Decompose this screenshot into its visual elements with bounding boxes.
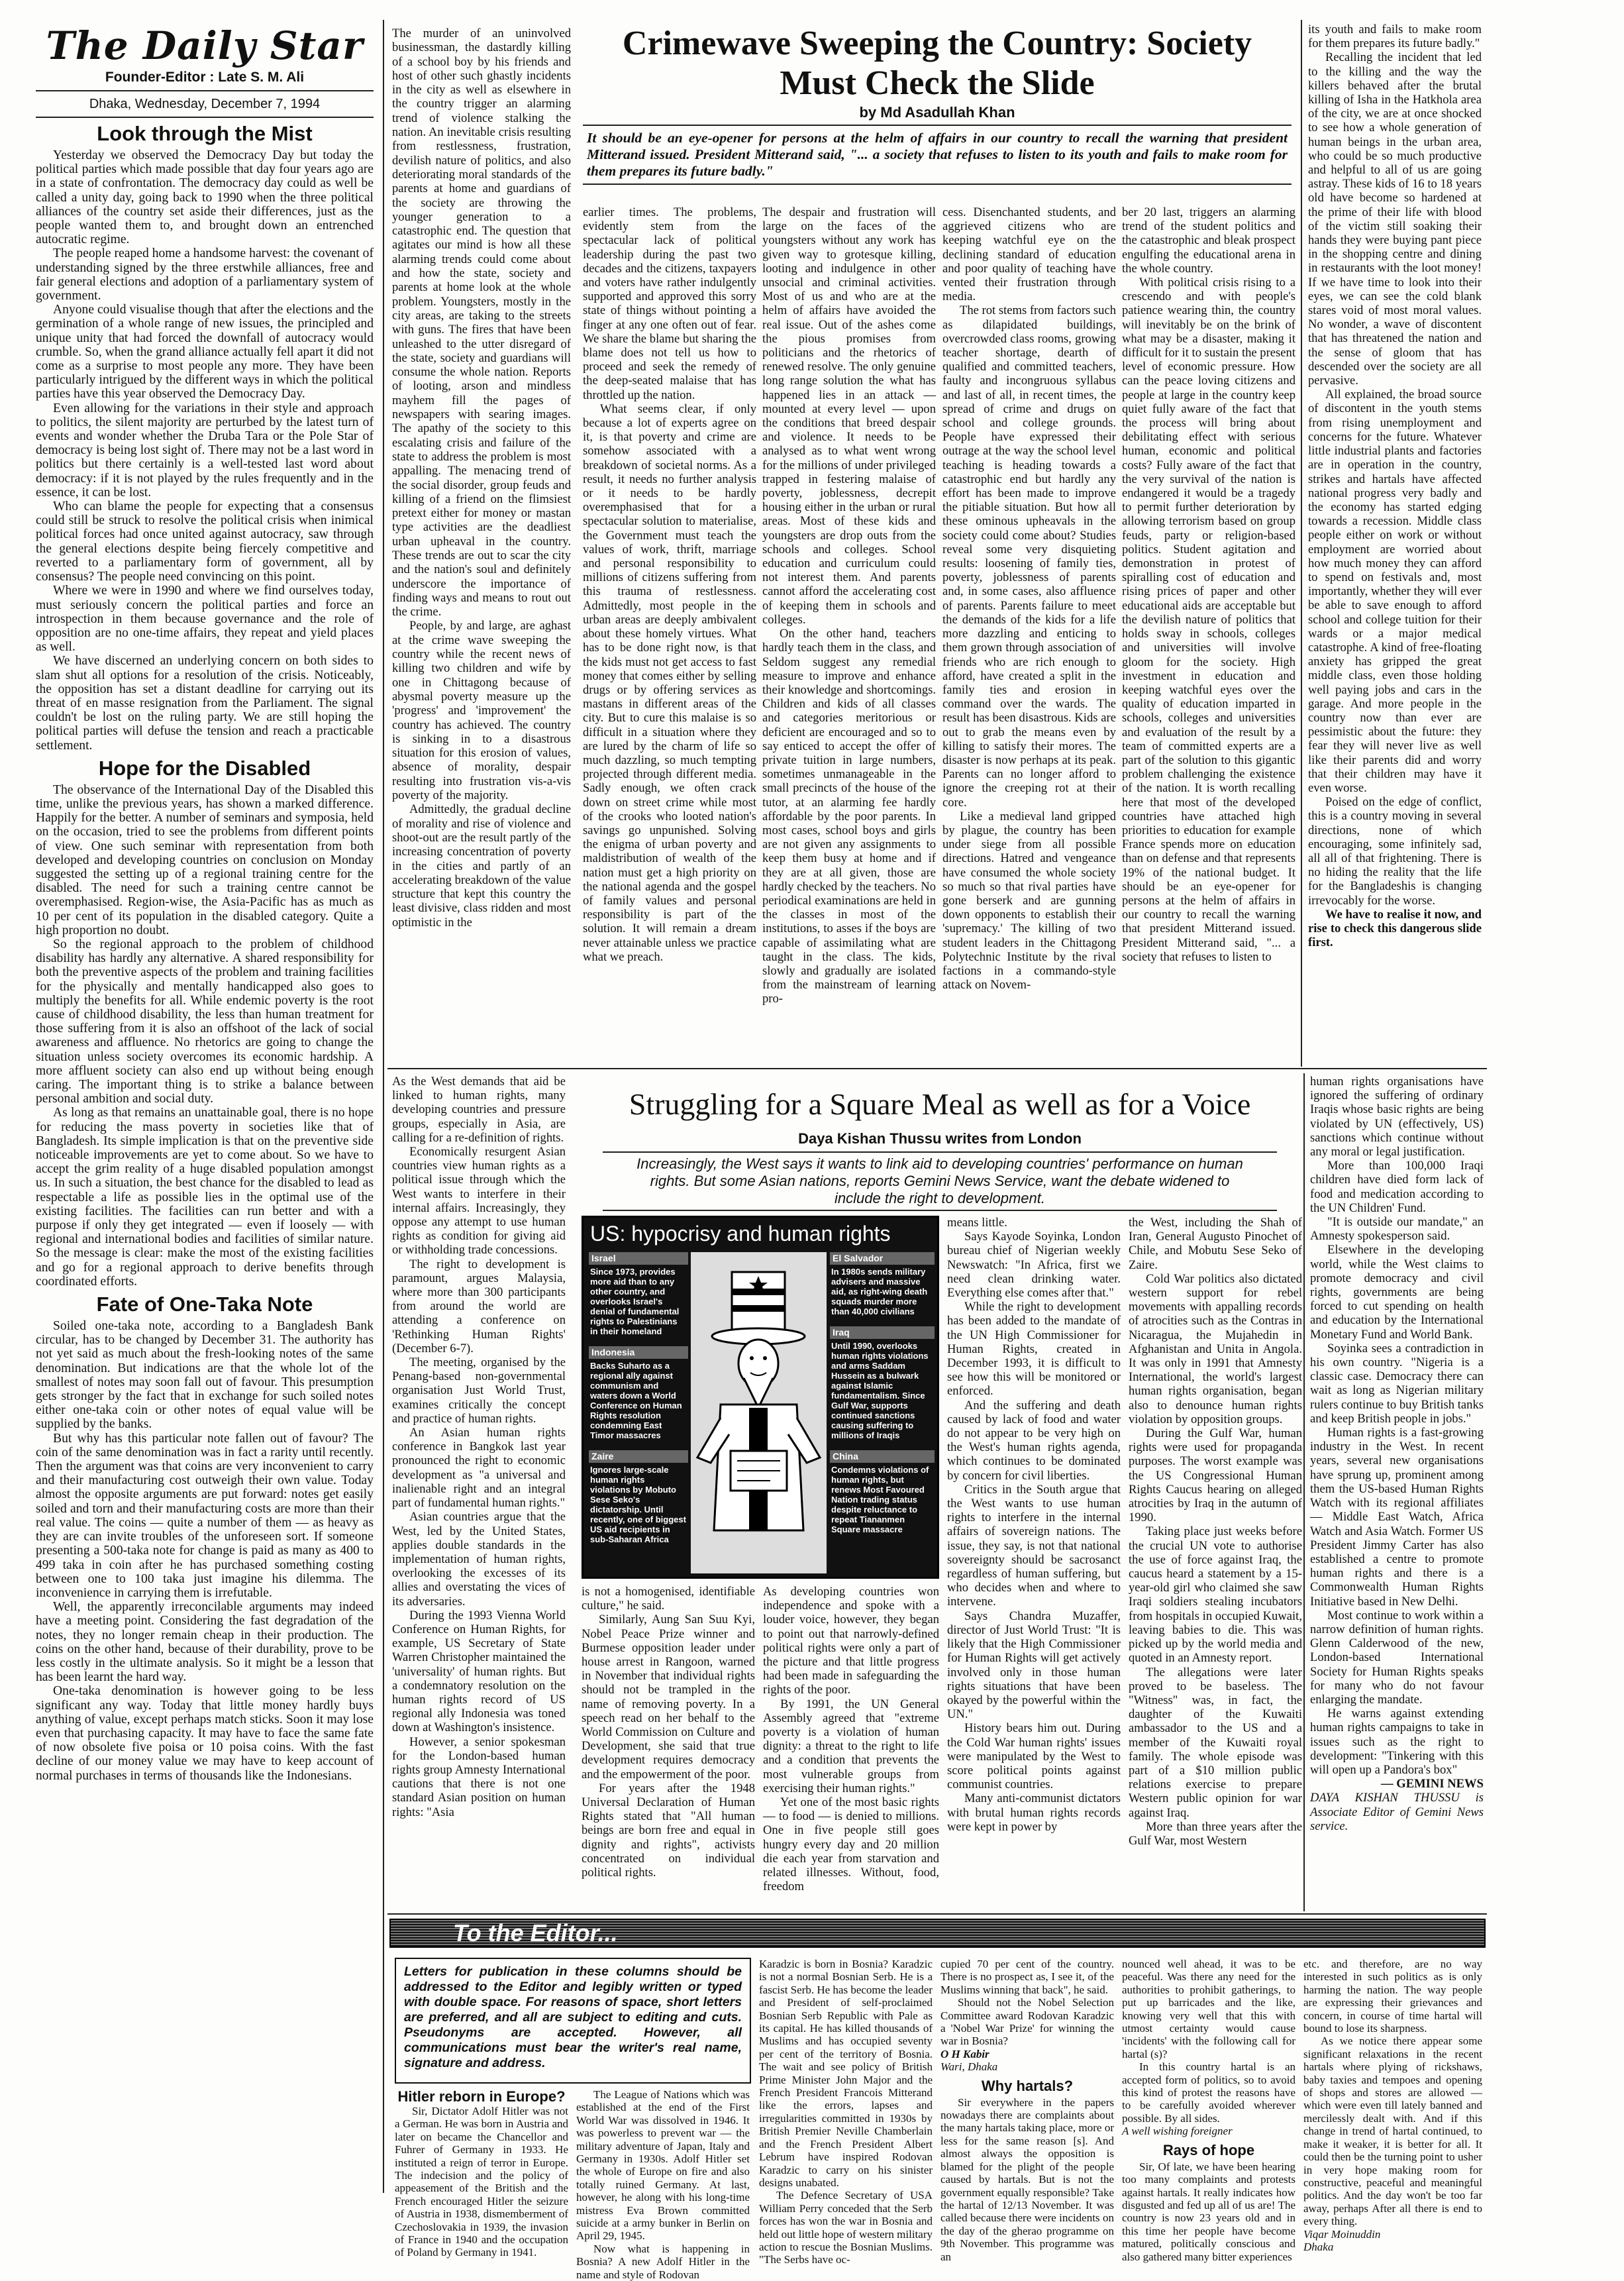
paragraph: Cold War politics also dictated western support for rebel movements with appalling records of atrocities such as the Contras in Nicaragua, the Mujahedin in Afghanistan and Unita in Angola. It was only in 1991 that Amnesty International, the world's largest human rights organisation, began also to denounce human rights violation by opposition groups. [1129, 1271, 1302, 1426]
paragraph: Says Kayode Soyinka, London bureau chief of Nigerian weekly Newswatch: "In Africa, first we need clean drinking water. Everything else comes after that." [947, 1230, 1121, 1300]
paragraph: nounced well ahead, it was to be peaceful. Was there any need for the authorities to prohibit gatherings, to put up barricades and the like, knowing very well that this with utmost certainty would cause 'incidents' with the following call for hartal (s)? [1122, 1958, 1295, 2060]
paragraph: Should not the Nobel Selection Committee award Rodovan Karadzic a 'Nobel War Prize' for winning the war in Bosnia? [940, 1996, 1114, 2048]
letter-signature: O H Kabir [940, 2047, 990, 2060]
editorial-headline-3: Fate of One-Taka Note [96, 1293, 313, 1316]
section-divider [387, 1068, 1487, 1069]
letter-address: Wari, Dhaka [940, 2060, 998, 2074]
graphic-box [830, 1326, 935, 1442]
graphic-box-label: Iraq [830, 1326, 935, 1339]
paragraph: Karadzic is born in Bosnia? Karadzic is not a normal Bosnian Serb. He is a fascist Serb. He has become the leader and President of self-proclaimed Bosnian Serb Republic with Pale as its capital. He has killed thousands of Muslims and has occupied seventy per cent of the territory of Bosnia. The wait and see policy of British Prime Minister John Major and the French President Francois Mitterand like the errors, lapses and irregularities committed in 1930s by British Premier Neville Chamberlain and the French President Albert Lebrum have inspired Rodovan Karadzic to carry on his sinister designs unabated. [759, 1958, 933, 2189]
masthead-founder: Founder-Editor : Late S. M. Ali [105, 70, 305, 85]
paragraph: With political crisis rising to a crescendo and with people's patience wearing thin, the country will inevitably be on the brink of what may be a disaster, making it difficult for it to sustain the present level of economic pressure. How can the peace loving citizens and people at large in the country keep quiet fully aware of the fact that the process will bring about debilitating effect with serious human, economic and political costs? Fully aware of the fact that the very survival of the nation is endangered it would be a tragedy to permit further deterioration by allowing terrorism based on group feuds, party or religion-based politics. Student agitation and demonstration in protest of spiralling cost of education and rising prices of paper and other educational aids are acceptable but the devilish nature of politics that holds sway in schools, colleges and universities will involve gloom for the society. High investment in education and keeping watchful eyes over the quality of education imparted in schools, colleges and universities and evaluation of the result by a team of committed experts are a part of the solution to this gigantic problem challenging the existence of the nation. It is worth recalling here that most of the developed countries have attached high priorities to education for example France spends more on education than on defense and that represents 19% of the national budget. It should be an eye-opener for persons at the helm of affairs in our country to recall the warning that president Mitterand issued. President Mitterand said, "... a society that refuses to listen to [1122, 276, 1295, 964]
crimewave-byline: by Md Asadullah Khan [859, 104, 1015, 121]
paragraph: Like a medieval land gripped by plague, the country has been under siege from all possible directions. Hatred and vengeance have consumed the whole society so much so that rival parties have gone berserk and are gunning down opponents to establish their 'supremacy.' The killing of two student leaders in the Chittagong Polytechnic Institute by the rival factions in a commando-style attack on Novem- [942, 809, 1116, 992]
paragraph: cupied 70 per cent of the country. There is no prospect as, I see it, of the Muslims winning that back", he said. [940, 1958, 1114, 1996]
paragraph: is not a homogenised, identifiable culture," he said. [582, 1585, 755, 1613]
paragraph: Economically resurgent Asian countries view human rights as a political issue through which the West wants to interfere in their internal affairs. Increasingly, they oppose any attempt to use human rights as condition for giving aid or withholding trade concessions. [392, 1145, 566, 1257]
paragraph: cess. Disenchanted students, and aggrieved citizens who are keeping watchful eye on the declining standard of education and poor quality of teaching have vented their frustration through media. [942, 205, 1116, 304]
graphic-left-column [589, 1252, 688, 1573]
paragraph: The despair and frustration will large on the faces of the youngsters without any work has given way to grotesque killing, looting and indulgence in other unsocial and criminal activities. Most of us and who are at the helm of affairs have avoided the real issue. Out of the ashes come the pious promises from politicians and the rhetorics of renewed resolve. The only genuine long range solution the what has happened lies in an attack — mounted at every level — upon the conditions that breed despair and violence. It needs to be analysed as to what went wrong for the millions of under privileged trapped in festering malaise of poverty, joblessness, decrepit housing either in the urban or rural areas. Most of these kids and youngsters are drop outs from the schools and colleges. School education and curriculum could not interest them. And parents cannot afford the accelerating cost of keeping them in schools and colleges. [762, 205, 936, 627]
paragraph: People, by and large, are aghast at the crime wave sweeping the country while the recent news of killing two children and wife by one in Chittagong because of abysmal poverty measure up the 'progress' and 'improvement' the country has achieved. The country is sinking in to a disastrous situation for this erosion of values, absence of morality, despair resulting into frustration vis-a-vis poverty of the majority. [392, 619, 571, 803]
paragraph: On the other hand, teachers hardly teach them in the class, and Seldom suggest any remedial measure to improve and enhance their knowledge and shortcomings. Children and kids of all classes and categories meritorious or deficient are encouraged and so to say enticed to accept the offer of private tuition in large numbers, sometimes unmanageable in the small precincts of the house of the tutor, at an alarming fee hardly affordable by the poor parents. In most cases, school boys and girls are not given any assignments to keep them busy at home and if they are at all given, those are hardly checked by the teachers. No periodical examinations are held in the classes in most of the institutions, to asses if the boys are capable of assimilating what are taught in the class. The kids, slowly and gradually are isolated from the mainstream of learning pro- [762, 627, 936, 1006]
column-divider [383, 20, 384, 2193]
crimewave-col-6 [1308, 23, 1482, 1064]
paragraph: The people reaped home a handsome harvest: the covenant of understanding signed by the three erstwhile alliances, free and fair general elections and adoption of a parliamentary system of government. [36, 246, 374, 303]
square-meal-headline-block [576, 1087, 1303, 1212]
paragraph: One-taka denomination is however going to be less significant any way. Today that little money hardly buys anything of value, except perhaps match sticks. Soon it may lose even that purchasing capacity. It may have to face the same fate of now obsolete five poisa or 10 poisa coins. With the fast decline of our money value we may have to keep account of normal purchases in terms of thousands like the Indonesians. [36, 1684, 374, 1783]
paragraph: However, a senior spokesman for the London-based human rights group Amnesty International cautions that there is not one standard Asian position on human rights: "Asia [392, 1734, 566, 1819]
paragraph: Sir, Dictator Adolf Hitler was not a German. He was born in Austria and later on became the Chancellor and Fuhrer of Germany in 1933. He instituted a reign of terror in Europe. The indecision and the policy of appeasement of the British and the French encouraged Hitler the seizure of Austria in 1938, dismemberment of Czechoslovakia in 1939, the invasion of France in 1940 and the occupation of Poland by Germany in 1941. [395, 2105, 568, 2259]
letter-col-2 [576, 2088, 750, 2281]
paragraph: The rot stems from factors such as dilapidated buildings, overcrowded class rooms, growing teacher shortage, dearth of qualified and committed teachers, faulty and incongruous syllabus and last of all, in recent times, the spread of crime and drugs on school and college grounds. People have expressed their outrage at the way the school level teaching is heading towards a catastrophic end but hardly any effort has been made to improve the pitiable situation. But how all these ominous upheavals in the society could come about? Studies reveal some very disquieting results: loosening of family ties, poverty, joblessness of parents and, in some cases, also affluence of parents. Parents failure to meet the demands of the kids for a life more dazzling and enticing to them grown through association of friends who are rich enough to afford, have created a split in the family ties and erosion in command over the wards. The result has been disastrous. Kids are out to grab the means even by killing to satisfy their mores. The disaster is now perhaps at its peak. Parents can no longer afford to ignore the creeping rot at their core. [942, 303, 1116, 810]
crimewave-col-4 [942, 205, 1116, 1063]
paragraph: Well, the apparently irreconcilable arguments may indeed have a meeting point. Considering the fast degradation of the notes, they no longer remain cheap in their production. The coins on the other hand, because of their durability, prove to be less costly in the ultimate analysis. So it might be a lesson that has been learnt the hard way. [36, 1600, 374, 1685]
paragraph: The meeting, organised by the Penang-based non-governmental organisation Just World Trust, examines critically the concept and practice of human rights. [392, 1355, 566, 1426]
letter-col-4 [940, 1958, 1114, 2263]
paragraph: What seems clear, if only because a lot of experts agree on it, is that poverty and crime are somehow associated with a breakdown of societal norms. As a result, it needs no further analysis or it needs to be hardly overemphasised that for a spectacular solution to materialise, the Government must teach the values of work, thrift, marriage and personal responsibility to millions of citizens suffering from this trauma of restlessness. Admittedly, most people in the urban areas are deeply ambivalent about these homely virtues. What has to be done right now, is that the kids must not get access to fast money that comes either by selling drugs or by offering services as mastans in different areas of the city. But to cure this malaise is so difficult in a situation where they are lured by the charm of life so much dazzling, so much tempting projected through different media. Sadly enough, we often crack down on street crime while most of the crooks who looted nation's savings go unpunished. Solving the enigma of urban poverty and maldistribution of wealth of the nation must get a high priority on the national agenda and the gospel of family values and personal responsibility is part of the solution. It will remain a dream never attainable unless we practice what we preach. [583, 401, 756, 964]
paragraph: earlier times. The problems, evidently stem from the spectacular lack of political leadership during the past two decades and the citizens, taxpayers and voters have rather indulgently supported and approved this sorry state of things without pointing a finger at any one often out of fear. We share the blame but sharing the blame does not tell us how to proceed and seek the remedy of the deep-seated malaise that has throttled up the nation. [583, 205, 756, 402]
paragraph: Soiled one-taka note, according to a Bangladesh Bank circular, has to be changed by December 31. The authority has not yet said as much about the fresh-looking notes of the same denomination. But indications are that the whole lot of the smallest of notes may soon fall out of favour. This presumption gets stronger by the fact that in exchange for such soiled notes either one-taka coin or other notes of equal value will be supplied by the banks. [36, 1319, 374, 1432]
editor-banner [389, 1919, 1486, 1948]
paragraph: Who can blame the people for expecting that a consensus could still be struck to resolve the political crisis when inimical political forces had once united against autocracy, saw through the general elections despite being fiercely competitive and reverted to a parliamentary form of government, all by consensus? The people need convincing on this point. [36, 500, 374, 584]
paragraph: Says Chandra Muzaffer, director of Just World Trust: "It is likely that the High Commissioner for Human Rights will get actively involved only in those human rights situations that have been okayed by the powerful within the UN." [947, 1609, 1121, 1722]
crimewave-col-3 [762, 205, 936, 1063]
paragraph: The observance of the International Day of the Disabled this time, unlike the previous years, has shown a marked difference. Happily for the better. A number of seminars and symposia, held on the occasion, tried to see the problems from different points of view. One such seminar with representation from both developed and developing countries on conclusion on Monday suggested the setting up of a regional training centre for the disabled. The need for such a training centre cannot be overemphasised. Region-wise, the Asia-Pacific has as much as 10 per cent of its population in the disabled category. Quite a high proportion no doubt. [36, 782, 374, 937]
column-divider [1301, 20, 1302, 1067]
paragraph: All explained, the broad source of discontent in the youth stems from rising unemployment and concerns for the future. Whatever little industrial plants and factories are in operation in the country, strikes and hartals have affected national progress very badly and the economy has started edging towards a recession. Middle class people either on work or without employment are worried about how much money they can afford to spend on festivals and, most importantly, whether they will ever be able to save enough to afford school and college tuition for their wards or a major medical catastrophe. A kind of free-floating anxiety has gripped the great middle class, even those holding well paying jobs and cars in the garage. And more people in the country now than ever are pessimistic about the future: they fear they will never live as well like their parents did and worry that their children may have it even worse. [1308, 388, 1482, 795]
editor-notice: Letters for publication in these columns should be addressed to the Editor and legibly written or typed with double space. For reasons of space, short letters are preferred, and all are subject to editing and cuts. Pseudonyms are accepted. However, all communications must bear the writer's real name, signature and address. [395, 1958, 751, 2084]
square-meal-col-6 [1310, 1075, 1484, 1911]
paragraph: The allegations were later proved to be baseless. The "Witness" was, in fact, the daughter of the Kuwaiti ambassador to the US and a member of the Kuwaiti royal family. The whole episode was part of a $10 million public relations exercise to prepare Western public opinion for war against Iraq. [1129, 1665, 1302, 1820]
agency-credit: — GEMINI NEWS [1381, 1777, 1484, 1791]
paragraph: human rights organisations have ignored the suffering of ordinary Iraqis whose basic rights are being violated by UN (effectively, US) sanctions which continue without any moral or legal justification. [1310, 1075, 1484, 1159]
graphic-box [589, 1252, 688, 1338]
paragraph: We have to realise it now, and rise to check this dangerous slide first. [1308, 907, 1482, 950]
paragraph: Yet one of the most basic rights — to food — is denied to millions. One in five people still goes hungry every day and 20 million die each year from starvation and related illnesses. Without, food, freedom [763, 1795, 939, 1894]
graphic-box-label: Israel [589, 1252, 688, 1265]
paragraph: As long as that remains an unattainable goal, there is no hope for reducing the mass poverty in societies like that of Bangladesh. Its simple implication is that on the preventive side noticeable improvements are yet to come about. So we have to accept the grim reality of a huge disabled population amongst us. In such a situation, the best chance for the disabled to lead as respectable a life as possible lies in the optimal use of the existing facilities. The facilities can run better and with a purpose if only they get integrated — even if loosely — with regional and international bodies and facilities of similar nature. So the message is clear: make the most of the existing facilities and go for a regional approach to derive benefits through coordinated efforts. [36, 1106, 374, 1289]
crimewave-col-5 [1122, 205, 1295, 1063]
letter-signature: Viqar Moinuddin [1303, 2227, 1381, 2241]
graphic-box-text: Condemns violations of human rights, but renews Most Favoured Nation trading status despite reluctance to repeat Tiananmen Square massacre [831, 1465, 929, 1534]
crimewave-headline-block [583, 24, 1292, 206]
crimewave-headline-line-1: Crimewave Sweeping the Country: Society [622, 25, 1252, 62]
paragraph: By 1991, the UN General Assembly agreed that "extreme poverty is a violation of human dignity: a threat to the right to life and a condition that prevents the most vulnerable groups from exercising their human rights." [763, 1697, 939, 1795]
paragraph: Yesterday we observed the Democracy Day but today the political parties which made possible that day four years ago are in a state of confrontation. The democracy day could as well be called a unity day, going back to 1990 when the three political alliances of the country set aside their differences, just as the people wanted them to, and brought down an entrenched autocratic regime. [36, 148, 374, 247]
editorial-headline-2: Hope for the Disabled [98, 756, 311, 780]
editorial-column [36, 118, 374, 2178]
paragraph: Soyinka sees a contradiction in his own country. "Nigeria is a classic case. Democracy there can wait as long as Nigerian military rulers continue to buy British tanks and keep British people in jobs." [1310, 1341, 1484, 1426]
crimewave-col-2 [583, 205, 756, 1063]
paragraph: History bears him out. During the Cold War human rights' issues were manipulated by the West to score political points against communist countries. [947, 1721, 1121, 1792]
graphic-box-text: Since 1973, provides more aid than to any other country, and overlooks Israel's denial of fundamental rights to Palestinians in their homeland [590, 1267, 680, 1336]
paragraph: While the right to development has been added to the mandate of the UN High Commissioner for Human Rights, created in December 1993, it is difficult to see how this will be monitored or enforced. [947, 1300, 1121, 1399]
letter-col-6 [1303, 1958, 1482, 2253]
author-bio: DAYA KISHAN THUSSU is Associate Editor of Gemini News service. [1310, 1791, 1484, 1833]
graphic-box-text: Until 1990, overlooks human rights violations and arms Saddam Hussein as a bulwark against Islamic fundamentalism. Since Gulf War, supports continued sanctions causing suffering to millions of Iraqis [831, 1341, 929, 1440]
paragraph: The right to development is paramount, argues Malaysia, where more than 300 participants from around the world are attending a conference on 'Rethinking Human Rights' (December 6-7). [392, 1257, 566, 1355]
graphic-box [589, 1450, 688, 1546]
paragraph: And the suffering and death caused by lack of food and water do not appear to be very high on the West's human rights agenda, which continues to be dominated by concern for civil liberties. [947, 1398, 1121, 1483]
paragraph: But why has this particular note fallen out of favour? The coin of the same denomination was in fact a rarity until recently. Then the argument was that coins are very inconvenient to carry and their manufacturing cost outweigh their own value. Today almost the opposite arguments are put forward: notes get easily soiled and torn and their manufacturing costs are more than their real value. The coins — quite a number of them — as heavy as they are can invite troubles of the unforeseen sort. If someone presenting a 500-taka note for change is paid as many as 400 to 499 taka in coin after he has purchased something costing between one to 100 taka just imagine his dilemma. The inconvenience in carrying them is irrefutable. [36, 1431, 374, 1600]
paragraph: In this country hartal is an accepted form of politics, so to avoid this kind of protest the reasons have to be carefully avoided wherever possible. By all sides. [1122, 2060, 1295, 2125]
paragraph: Recalling the incident that led to the killing and the way the killers behaved after the brutal killing of Isha in the Hatkhola area of the city, we are at once shocked to see how a whole generation of human beings in the urban area, who could be so much productive and helpful to all of us are going astray. These kids of 16 to 18 years old have become so hardened at the prime of their life with blood of the victim still soaking their hands they were buying pant piece in the shopping centre and dining in restaurants with the loot money! If we have time to look into their eyes, we can see the cold blank stares void of most moral values. No wonder, a wave of discontent that has threatened the nation and the sense of gloom that has descended over the society are all pervasive. [1308, 50, 1482, 388]
square-meal-deck: Increasingly, the West says it wants to link aid to developing countries' performance on human rights. But some Asian nations, reports Gemini News Service, want the debate widened to include the right to development. [603, 1151, 1277, 1211]
paragraph: its youth and fails to make room for them prepares its future badly." [1308, 23, 1482, 51]
editorial-headline-1: Look through the Mist [97, 122, 313, 145]
graphic-box-label: El Salvador [830, 1252, 935, 1265]
paragraph: Even allowing for the variations in their style and approach to politics, the silent majority are perturbed by the latest turn of events and wonder whether the Druba Tara or the Pole Star of democracy is being lost sight of. There may not be a last word in politics but there certainly is a well-tested last word about democracy: if it is not played by the rules frequently and in the essence, it can be lost. [36, 401, 374, 500]
paragraph: The Defence Secretary of USA William Perry conceded that the Serb forces has won the war in Bosnia and held out little hope of western military action to rescue the Bosnian Muslims. "The Serbs have oc- [759, 2189, 933, 2266]
paragraph: As the West demands that aid be linked to human rights, many developing countries and pressure groups, especially in Asia, are calling for a re-definition of rights. [392, 1075, 566, 1145]
paragraph: Taking place just weeks before the crucial UN vote to authorise the use of force against Iraq, the caucus heard a statement by a 15-year-old girl who claimed she saw Iraqi soldiers stealing incubators from hospitals in occupied Kuwait, leaving babies to die. This was picked up by the world media and quoted in an Amnesty report. [1129, 1524, 1302, 1666]
paragraph: Where we were in 1990 and where we find ourselves today, must seriously concern the political parties and force an introspection in them because governance and the role of opposition are no one-time affairs, they repeat and yield places as well. [36, 584, 374, 655]
paragraph: More than three years after the Gulf War, most Western [1129, 1819, 1302, 1848]
crimewave-deck: It should be an eye-opener for persons at the helm of affairs in our country to recall the warning that president Mitterand issued. President Mitterand said, "... a society that refuses to listen to its youth and fails to make room for them prepares its future badly." [587, 130, 1288, 179]
paragraph: Many anti-communist dictators with brutal human rights records were kept in power by [947, 1791, 1121, 1834]
paragraph: Elsewhere in the developing world, while the West claims to promote democracy and civil rights, governments are being forced to cut spending on health and education by the International Monetary Fund and World Bank. [1310, 1243, 1484, 1342]
paragraph: During the 1993 Vienna World Conference on Human Rights, for example, US Secretary of State Warren Christopher maintained the 'universality' of human rights. But a condemnatory resolution on the human rights record of US regional ally Indonesia was toned down at Washington's insistence. [392, 1608, 566, 1735]
crimewave-headline-line-2: Must Check the Slide [780, 64, 1095, 102]
masthead [36, 23, 374, 122]
crimewave-col-1 [392, 27, 571, 1063]
graphic-title: US: hypocrisy and human rights [590, 1222, 891, 1246]
letter-col-3 [759, 1958, 933, 2266]
paragraph: Now what is happening in Bosnia? A new Adolf Hitler in the name and style of Rodovan [576, 2242, 750, 2281]
crimewave-headline [583, 24, 1292, 103]
paragraph: As we notice there appear some significant relaxations in the recent hartals where plying of rickshaws, baby taxies and tempoes and opening of shops and stores are allowed — which were even till lately banned and mercilessly dealt with. And if this change in trend of hartal continued, to make it weaker, it is better for all. It could then be the turning point to usher in very hope making room for constructive, peaceful and meaningful politics. And the day won't be too far away, perhaps After all there is end to every thing. [1303, 2035, 1482, 2228]
masthead-title: The Daily Star [46, 23, 364, 68]
paragraph: He warns against extending human rights campaigns to take in issues such as the right to development: "Tinkering with this will open up a Pandora's box" [1310, 1707, 1484, 1777]
paragraph: An Asian human rights conference in Bangkok last year pronounced the right to economic development as "a universal and inalienable right and an integral part of fundamental human rights." [392, 1426, 566, 1511]
paragraph: Most continue to work within a narrow definition of human rights. Glenn Calderwood of the new, London-based International Society for Human Rights speaks for many who do not favour enlarging the mandate. [1310, 1608, 1484, 1707]
paragraph: Admittedly, the gradual decline of morality and rise of violence and shoot-out are the result partly of the increasing concentration of poverty in the cities and partly of an accelerating breakdown of the value structure that kept this country the least divisive, class ridden and most optimistic in the [392, 802, 571, 929]
letter-headline: Why hartals? [981, 2077, 1074, 2094]
graphic-right-column [830, 1252, 935, 1573]
editor-banner-title: To the Editor... [453, 1919, 618, 1946]
section-divider [387, 1913, 1487, 1915]
paragraph: The murder of an uninvolved businessman, the dastardly killing of a school boy by his friends and host of other such ghastly incidents in the city as well as elsewhere in the country trigger an alarming trend of violence stalking the nation. An inevitable crisis resulting from restlessness, frustration, devilish nature of politics, and also deteriorating moral standards of the parents at home and guardians of the society are throwing the younger generation to a catastrophic end. The question that agitates our mind is how all these alarming trends could come about and how the state, society and parents at home look at the whole problem. Youngsters, mostly in the city areas, are taking to the streets with guns. The fires that have been unleashed to the utter disregard of the state, society and guardians will consume the whole nation. Reports of looting, arson and mindless mayhem fill the pages of newspapers with searing images. The apathy of the society to this escalating crisis and failure of the state to address the problem is most appalling. The menacing trend of the social disorder, group feuds and killing of a friend on the flimsiest pretext either for money or mastan type activities are the deadliest urban upheaval in the country. These trends are out to scar the city and the nation's soul and definitely underscore the importance of finding ways and means to rout out the crime. [392, 27, 571, 619]
graphic-box [830, 1450, 935, 1536]
paragraph: During the Gulf War, human rights were used for propaganda purposes. The worst example was the US Congressional Human Rights Caucus hearing on alleged atrocities by Iraq in the autumn of 1990. [1129, 1426, 1302, 1525]
graphic-box-label: Zaire [589, 1450, 688, 1463]
paragraph: Poised on the edge of conflict, this is a country moving in several directions, none of which encouraging, some infinitely sad, all all of that frightening. There is no hiding the reality that the life for the Bangladeshis is changing irrevocably for the worse. [1308, 795, 1482, 908]
graphic-box-label: China [830, 1450, 935, 1463]
letter-signature: A well wishing foreigner [1122, 2125, 1233, 2138]
square-meal-col-1 [392, 1075, 566, 1909]
square-meal-col-5 [1129, 1216, 1302, 1910]
paragraph: Asian countries argue that the West, led by the United States, applies double standards in the implementation of human rights, overlooking the excesses of its allies and overstating the vices of its adversaries. [392, 1510, 566, 1609]
paragraph: Sir everywhere in the papers nowadays there are complaints about the many hartals taking place, more or less for the same reason [s]. And almost always the opposition is blamed for the plight of the people caused by hartals. But is not the government equally responsible? Take the hartal of 12/13 November. It was called because there were incidents on the day of the gherao programme on 9th November. This programme was an [940, 2095, 1114, 2263]
paragraph: "It is outside our mandate," an Amnesty spokesperson said. [1310, 1215, 1484, 1244]
graphic-box [830, 1252, 935, 1318]
letter-headline: Rays of hope [1162, 2141, 1255, 2158]
letter-col-1 [395, 2088, 568, 2259]
paragraph: As developing countries won independence and spoke with a louder voice, however, they began to point out that narrowly-defined political rights were only a part of the picture and that little progress had been made in safeguarding the rights of the poor. [763, 1585, 939, 1697]
graphic-box-text: Ignores large-scale human rights violations by Mobuto Sese Seko's dictatorship. Until recently, one of biggest US aid recipients in sub-Saharan Africa [590, 1465, 686, 1544]
paragraph: Human rights is a fast-growing industry in the West. In recent years, several new organisations have sprung up, prominent among them the US-based Human Rights Watch with its regional affiliates — Middle East Watch, Africa Watch and Asia Watch. Former US President Jimmy Carter has also established a centre to promote human rights and there is a Commonwealth Human Rights Initiative based in New Delhi. [1310, 1426, 1484, 1609]
masthead-dateline: Dhaka, Wednesday, December 7, 1994 [89, 97, 321, 111]
paragraph: Critics in the South argue that the West wants to use human rights to interfere in the internal affairs of sovereign nations. The issue, they say, is not that national sovereignty should be sacrosanct regardless of human suffering, but who decides when and where to intervene. [947, 1482, 1121, 1609]
paragraph: For years after the 1948 Universal Declaration of Human Rights stated that "All human beings are born free and equal in dignity and rights", activists concentrated on individual political rights. [582, 1781, 755, 1880]
paragraph: Similarly, Aung San Suu Kyi, Nobel Peace Prize winner and Burmese opposition leader under house arrest in Rangoon, warned in November that individual rights should not be trampled in the name of removing poverty. In a speech read on her behalf to the World Commission on Culture and Development, she said that true development requires democracy and the empowerment of the poor. [582, 1613, 755, 1781]
paragraph: means little. [947, 1216, 1007, 1230]
graphic-box-text: In 1980s sends military advisers and massive aid, as right-wing death squads murder more than 40,000 civilians [831, 1267, 928, 1316]
letter-col-5 [1122, 1958, 1295, 2263]
paragraph: More than 100,000 Iraqi children have died form lack of food and medication according to the UN Children' Fund. [1310, 1159, 1484, 1215]
paragraph: We have discerned an underlying concern on both sides to slam shut all options for a resolution of the crisis. Noticeably, the opposition has set a distant deadline for carrying out its threat of en masse resignation from the Parliament. The signal couldn't be lost on the ruling party. We are still hoping the political parties will defuse the tension and reach a practicable settlement. [36, 654, 374, 753]
graphic-box [589, 1346, 688, 1442]
graphic-box-text: Backs Suharto as a regional ally against communism and waters down a World Conference on Human Rights resolution condemning East Timor massacres [590, 1361, 682, 1440]
paragraph: ber 20 last, triggers an alarming trend of the student politics and the catastrophic and bleak prospect engulfing the educational arena in the whole country. [1122, 205, 1295, 276]
square-meal-headline: Struggling for a Square Meal as well as for a Voice [629, 1087, 1251, 1121]
square-meal-col-4 [947, 1216, 1121, 1910]
letter-address: Dhaka [1303, 2240, 1334, 2253]
uncle-sam-illustration [691, 1252, 827, 1573]
paragraph: The League of Nations which was established at the end of the First World War was dissolved in 1946. It was powerless to prevent war — the military adventure of Japan, Italy and Germany in 1930s. Adolf Hitler set the whole of Europe on fire and also totally ruined Germany. At last, however, he along with his long-time mistress Eva Brown committed suicide at a army bunker in Berlin on April 29, 1945. [576, 2088, 750, 2243]
square-meal-col-2 [582, 1585, 755, 1909]
square-meal-byline: Daya Kishan Thussu writes from London [798, 1130, 1082, 1147]
graphic-box-label: Indonesia [589, 1346, 688, 1359]
paragraph: So the regional approach to the problem of childhood disability has hardly any alternative. A shared responsibility for both the preventive aspects of the problem and training facilities for the physically and mentally handicapped also goes to multiply the benefits for all. While endemic poverty is the root cause of childhood disability, the less than human treatment for those suffering from it is also an offshoot of the lack of social awareness and affluence. No rhetorics are going to change the situation unless society overcomes its economic hardship. A more affluent society can also end up without being enough caring. The important thing is to strike a balance between personal ambition and social duty. [36, 937, 374, 1106]
paragraph: etc. and therefore, are no way interested in such politics as is only harming the nation. The way people are expressing their grievances and concern, in course of time hartal will bound to lose its sharpness. [1303, 1958, 1482, 2035]
letter-headline: Hitler reborn in Europe? [397, 2088, 566, 2105]
paragraph: Sir, Of late, we have been hearing too many complaints and protests against hartals. It really indicates how disgusted and fed up all of us are! The country is now 23 years old and in this time her people have become matured, politically conscious and also gathered many bitter experiences [1122, 2160, 1295, 2263]
paragraph: Anyone could visualise though that after the elections and the germination of a whole range of new issues, the principled and unique unity that had forced the downfall of autocracy would crumble. So, when the grand alliance actually fell apart it did not come as a surprise to most people any more. They have been particularly intrigued by the different ways in which the political parties have this year observed the Democracy Day. [36, 303, 374, 401]
us-hypocrisy-graphic [582, 1216, 939, 1579]
square-meal-col-3 [763, 1585, 939, 1909]
column-divider [1303, 1073, 1305, 1911]
paragraph: the West, including the Shah of Iran, General Augusto Pinochet of Chile, and Mobutu Sese Seko of Zaire. [1129, 1216, 1302, 1272]
